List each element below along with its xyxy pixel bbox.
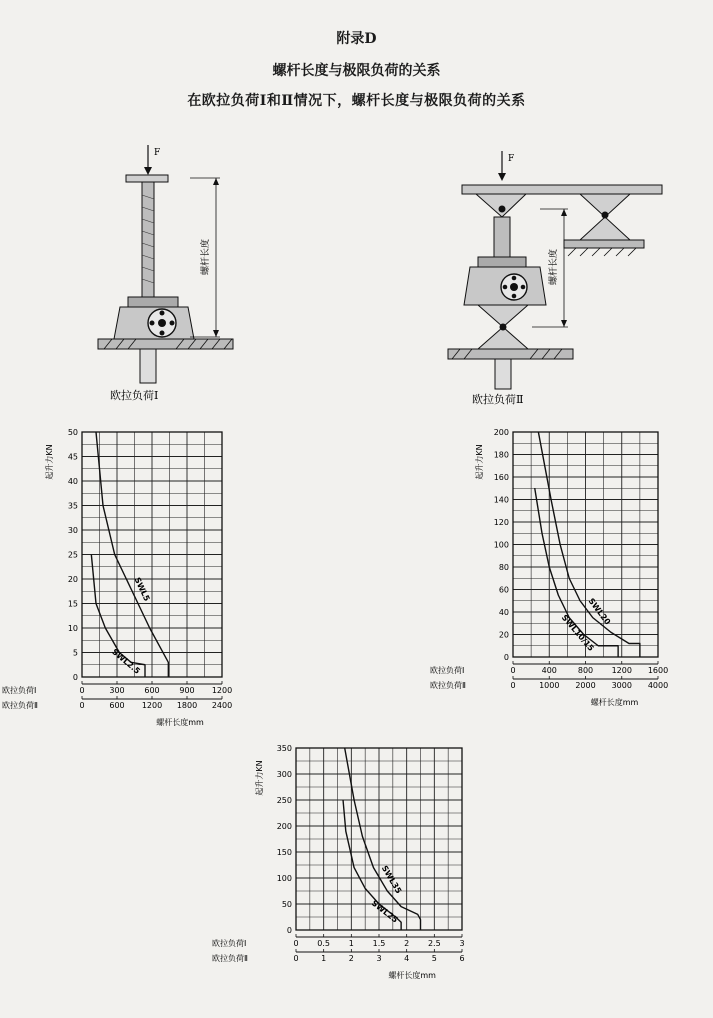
x-tick-label: 0 — [510, 666, 516, 675]
x-tick-label: 1000 — [539, 681, 560, 690]
axis-row-label: 欧拉负荷Ⅰ — [2, 686, 37, 695]
y-tick-label: 40 — [498, 608, 509, 617]
x-tick-label: 6 — [459, 954, 465, 963]
y-tick-label: 25 — [67, 550, 78, 560]
x-tick-label: 600 — [109, 701, 125, 710]
axis-row-label: 欧拉负荷Ⅱ — [430, 681, 466, 690]
x-tick-label: 4 — [404, 954, 410, 963]
series-label: SWL10/15 — [559, 613, 596, 653]
figure-caption: 欧拉负荷Ⅱ — [472, 393, 524, 406]
y-tick-label: 120 — [493, 518, 509, 527]
y-tick-label: 200 — [493, 428, 509, 437]
y-tick-label: 250 — [276, 796, 292, 805]
x-tick-label: 5 — [431, 954, 437, 963]
dimension-label: 螺杆长度 — [201, 238, 211, 275]
document-title: 螺杆长度与极限负荷的关系 — [272, 63, 441, 79]
x-tick-label: 600 — [144, 686, 160, 695]
y-tick-label: 15 — [67, 599, 78, 609]
x-tick-label: 1600 — [647, 666, 669, 675]
x-tick-label: 4000 — [647, 681, 669, 690]
axis-row-label: 欧拉负荷Ⅰ — [212, 939, 247, 948]
y-tick-label: 0 — [72, 673, 78, 682]
x-tick-label: 1200 — [611, 666, 632, 675]
x-tick-label: 3000 — [611, 681, 632, 690]
x-tick-label: 0 — [293, 939, 299, 948]
x-tick-label: 2 — [404, 939, 410, 948]
y-tick-label: 300 — [276, 770, 292, 779]
axis-row-label: 欧拉负荷Ⅰ — [430, 666, 465, 675]
y-tick-label: 50 — [281, 900, 292, 909]
x-axis-label: 螺杆长度mm — [156, 718, 204, 727]
x-tick-label: 1200 — [141, 701, 163, 710]
y-tick-label: 10 — [67, 624, 78, 633]
y-tick-label: 100 — [276, 874, 292, 883]
y-tick-label: 45 — [67, 452, 78, 462]
series-label: SWL5 — [132, 575, 152, 603]
force-label: F — [154, 148, 161, 158]
series-label: SWL25 — [369, 898, 400, 925]
y-tick-label: 35 — [67, 501, 78, 511]
x-tick-label: 3 — [376, 954, 382, 963]
y-tick-label: 100 — [493, 540, 509, 550]
series-label: SWL2.5 — [110, 647, 142, 676]
y-tick-label: 20 — [67, 575, 78, 584]
x-tick-label: 900 — [179, 686, 195, 695]
x-tick-label: 1 — [321, 954, 327, 963]
x-tick-label: 300 — [109, 686, 125, 695]
y-tick-label: 60 — [498, 585, 509, 595]
y-tick-label: 30 — [67, 526, 78, 535]
y-tick-label: 50 — [67, 428, 78, 437]
y-tick-label: 180 — [493, 450, 509, 460]
y-axis-label: 起升力KN — [255, 760, 264, 796]
x-tick-label: 0 — [79, 686, 85, 695]
x-tick-label: 800 — [577, 666, 594, 675]
figure-caption: 欧拉负荷Ⅰ — [110, 389, 159, 402]
x-tick-label: 1200 — [211, 686, 233, 695]
x-tick-label: 1 — [348, 939, 354, 948]
x-tick-label: 2 — [348, 954, 354, 963]
y-tick-label: 20 — [498, 630, 509, 640]
x-tick-label: 0 — [510, 681, 516, 690]
appendix-label: 附录D — [336, 31, 377, 47]
x-axis-label: 螺杆长度mm — [388, 971, 436, 980]
x-tick-label: 2000 — [575, 681, 596, 690]
y-tick-label: 350 — [276, 744, 292, 753]
x-tick-label: 0 — [293, 954, 299, 963]
x-tick-label: 0 — [79, 701, 85, 710]
y-axis-label: 起升力KN — [45, 444, 54, 480]
series-label: SWL20 — [586, 596, 613, 627]
x-tick-label: 1800 — [176, 701, 198, 710]
force-label: F — [508, 154, 515, 164]
y-tick-label: 0 — [503, 653, 509, 662]
axis-row-label: 欧拉负荷Ⅱ — [212, 954, 248, 963]
x-tick-label: 1.5 — [372, 939, 386, 948]
y-tick-label: 140 — [493, 495, 509, 505]
y-tick-label: 5 — [72, 648, 78, 658]
x-tick-label: 400 — [541, 666, 557, 675]
y-tick-label: 0 — [286, 926, 292, 935]
x-axis-label: 螺杆长度mm — [590, 698, 639, 707]
y-tick-label: 160 — [493, 473, 509, 482]
x-tick-label: 2.5 — [427, 939, 441, 948]
x-tick-label: 3 — [459, 939, 465, 948]
y-tick-label: 150 — [276, 848, 292, 857]
series-label: SWL35 — [379, 864, 404, 896]
y-tick-label: 200 — [276, 822, 292, 831]
document-subtitle: 在欧拉负荷Ⅰ和Ⅱ情况下，螺杆长度与极限负荷的关系 — [187, 93, 526, 109]
axis-row-label: 欧拉负荷Ⅱ — [2, 701, 38, 710]
dimension-label: 螺杆长度 — [549, 248, 559, 285]
y-tick-label: 80 — [498, 563, 509, 572]
y-tick-label: 40 — [67, 477, 78, 486]
x-tick-label: 0.5 — [317, 939, 331, 948]
y-axis-label: 起升力KN — [475, 444, 484, 480]
x-tick-label: 2400 — [211, 701, 233, 710]
